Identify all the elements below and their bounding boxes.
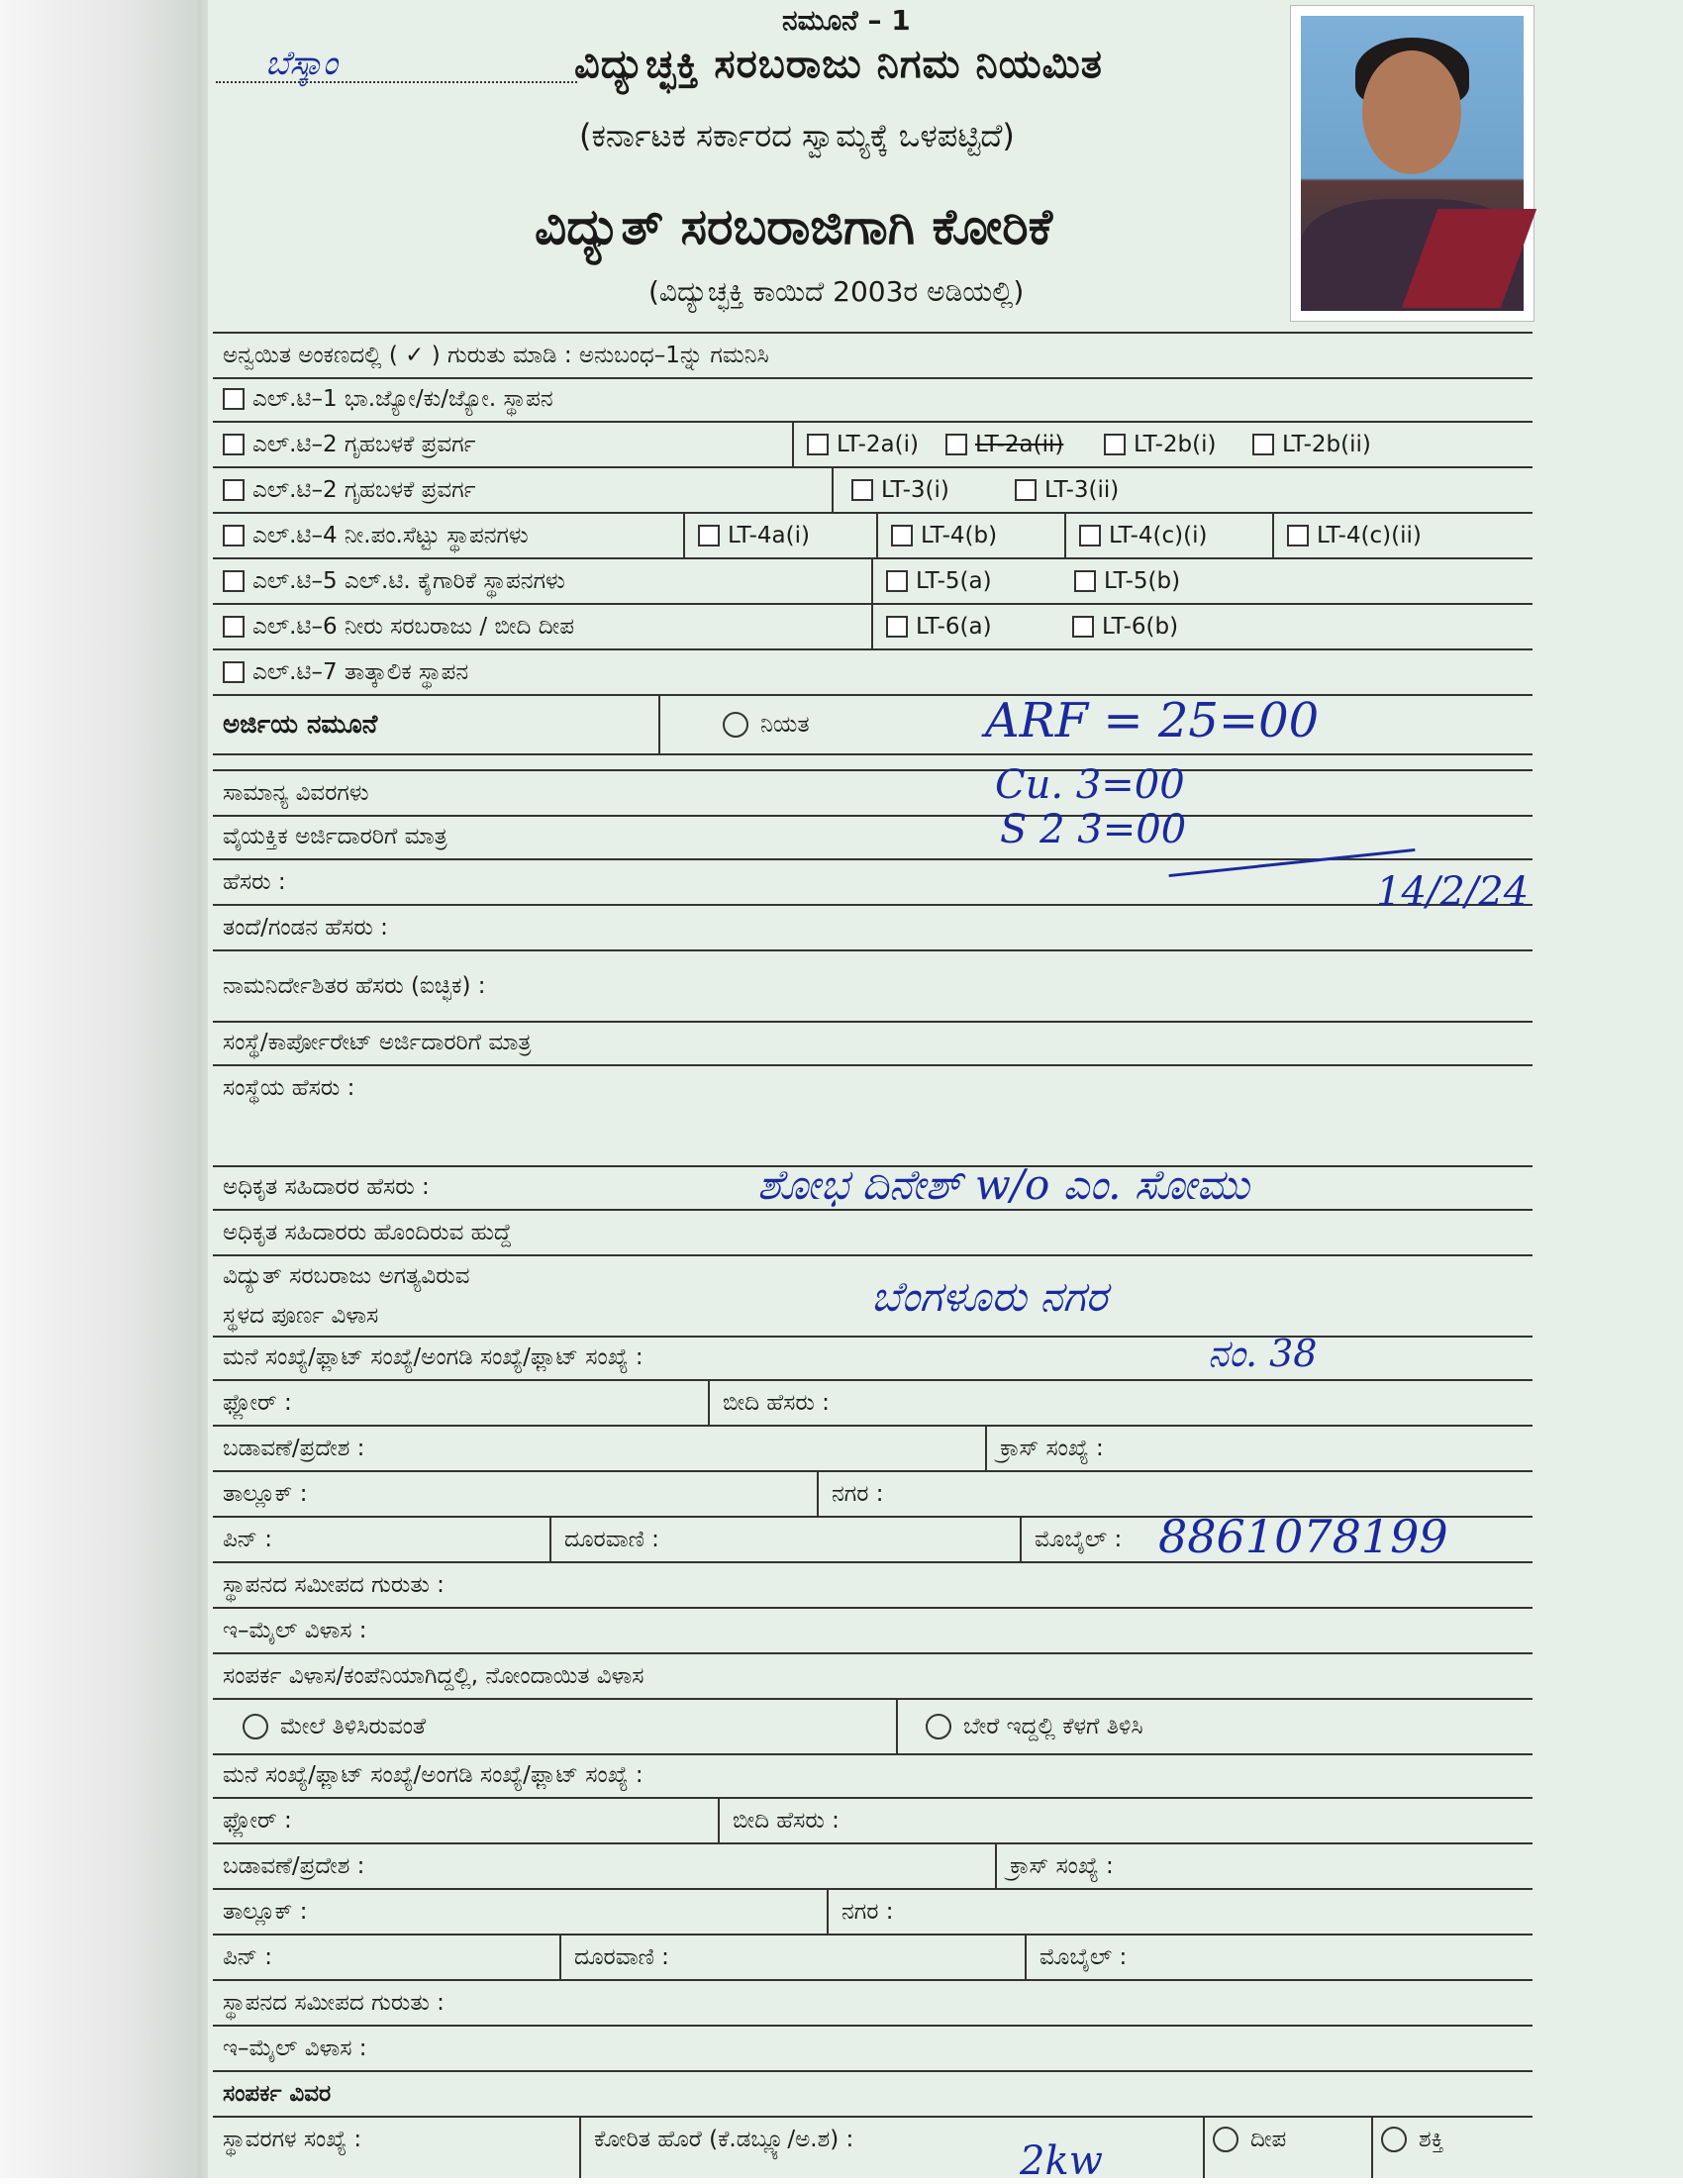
tariff-checkbox[interactable] <box>223 479 245 501</box>
tariff-label: ಎಲ್.ಟಿ–7 ತಾತ್ಕಾಲಿಕ ಸ್ಥಾಪನ <box>252 659 469 685</box>
option-label: LT-4a(i) <box>728 523 810 548</box>
pin-label: ಪಿನ್ : <box>223 1527 273 1552</box>
tariff-row <box>213 650 1533 696</box>
name-label: ಹೆಸರು : <box>223 869 286 895</box>
door-row <box>213 1336 1533 1381</box>
tariff-label: ಎಲ್.ಟಿ–2 ಗೃಹಬಳಕೆ ಪ್ರವರ್ಗ <box>252 477 476 503</box>
individual-row <box>213 815 1533 860</box>
power-radio[interactable] <box>1381 2127 1407 2152</box>
email-row <box>213 1609 1533 1654</box>
street-label-2: ಬೀದಿ ಹೆಸರು : <box>733 1808 840 1834</box>
option-checkbox[interactable] <box>851 479 873 501</box>
option-label: LT-6(b) <box>1102 614 1179 640</box>
option-label: LT-2b(i) <box>1134 432 1217 457</box>
city-label-2: ನಗರ : <box>842 1899 894 1925</box>
door-row-2 <box>213 1753 1533 1799</box>
option-checkbox[interactable] <box>698 525 720 546</box>
option-checkbox[interactable] <box>1072 616 1094 638</box>
option-checkbox[interactable] <box>1074 570 1096 592</box>
tariff-row <box>213 605 1533 650</box>
option-label: LT-2b(ii) <box>1282 432 1371 457</box>
hw-partner-name: ಶೋಭ ದಿನೇಶ್ w/o ಎಂ. ಸೋಮು <box>757 1160 1250 1209</box>
email-row-2 <box>213 2027 1533 2072</box>
tariff-checkbox[interactable] <box>223 570 245 592</box>
email-label: ಇ–ಮೈಲ್ ವಿಳಾಸ : <box>223 1618 367 1643</box>
hw-fee-1: ARF = 25=00 <box>985 693 1320 748</box>
supply-address-label-2: ಸ್ಥಳದ ಪೂರ್ಣ ವಿಳಾಸ <box>223 1303 379 1329</box>
option-checkbox[interactable] <box>886 616 908 638</box>
area-row <box>213 1427 1533 1472</box>
option-label: LT-4(c)(i) <box>1109 523 1208 548</box>
landmark-label: ಸ್ಥಾಪನದ ಸಮೀಪದ ಗುರುತು : <box>223 1572 445 1598</box>
father-label: ತಂದೆ/ಗಂಡನ ಹೆಸರು : <box>223 915 388 941</box>
taluk-row-2 <box>213 1890 1533 1936</box>
applicant-photo <box>1290 5 1534 322</box>
phone-label-2: ದೂರವಾಣಿ : <box>574 1944 669 1970</box>
floor-label-2: ಫ್ಲೋರ್ : <box>223 1808 292 1834</box>
landmark-row-2 <box>213 1981 1533 2027</box>
tariff-row <box>213 514 1533 559</box>
tariff-checkbox[interactable] <box>223 388 245 410</box>
org-name-label: ಸಂಸ್ಥೆಯ ಹೆಸರು : <box>223 1075 355 1101</box>
connection-row <box>213 2072 1533 2118</box>
supply-address-label-1: ವಿದ್ಯುತ್ ಸರಬರಾಜು ಅಗತ್ಯವಿರುವ <box>223 1263 470 1289</box>
hw-fee-3: S 2 3=00 <box>1000 807 1187 852</box>
service-row <box>213 2118 1533 2178</box>
tariff-checkbox[interactable] <box>223 616 245 638</box>
landmark-label-2: ಸ್ಥಾಪನದ ಸಮೀಪದ ಗುರುತು : <box>223 1990 445 2016</box>
option-checkbox[interactable] <box>886 570 908 592</box>
power-label: ಶಕ್ತಿ <box>1419 2127 1444 2152</box>
option-checkbox[interactable] <box>1079 525 1101 546</box>
father-row <box>213 906 1533 951</box>
option-checkbox[interactable] <box>1287 525 1309 546</box>
option-checkbox[interactable] <box>945 434 967 455</box>
tariff-row <box>213 468 1533 514</box>
section-general: ಸಾಮಾನ್ಯ ವಿವರಗಳು <box>223 780 369 806</box>
tariff-label: ಎಲ್.ಟಿ–1 ಭಾ.ಜ್ಯೋ/ಕು/ಜ್ಯೋ. ಸ್ಥಾಪನ <box>252 386 553 412</box>
partner-label: ಅಧಿಕೃತ ಸಹಿದಾರರ ಹೆಸರು : <box>223 1174 430 1200</box>
connection-label: ಸಂಪರ್ಕ ವಿವರ <box>223 2081 332 2107</box>
landmark-row <box>213 1563 1533 1609</box>
address-choice-row <box>213 1700 1533 1755</box>
email-label-2: ಇ–ಮೈಲ್ ವಿಳಾಸ : <box>223 2035 367 2061</box>
area-row-2 <box>213 1844 1533 1890</box>
instruction-text: ಅನ್ವಯಿತ ಅಂಕಣದಲ್ಲಿ ( ✓ ) ಗುರುತು ಮಾಡಿ : ಅನುಬಂಧ–1ನ್ನು ಗಮನಿಸಿ <box>223 343 769 368</box>
tariff-label: ಎಲ್.ಟಿ–6 ನೀರು ಸರಬರಾಜು / ಬೀದಿ ದೀಪ <box>252 614 574 640</box>
company-name: ವಿದ್ಯುಚ್ಛಕ್ತಿ ಸರಬರಾಜು ನಿಗಮ ನಿಯಮಿತ <box>574 42 1103 87</box>
section-individual: ವೈಯಕ್ತಿಕ ಅರ್ಜಿದಾರರಿಗೆ ಮಾತ್ರ <box>223 824 447 849</box>
other-address-radio[interactable] <box>926 1714 951 1739</box>
permanent-label: ನಿಯತ <box>760 712 810 738</box>
name-row <box>213 860 1533 906</box>
tariff-checkbox[interactable] <box>223 525 245 546</box>
option-checkbox[interactable] <box>1104 434 1126 455</box>
general-row <box>213 769 1533 817</box>
nominee-label: ನಾಮನಿರ್ದೇಶಿತರ ಹೆಸರು (ಐಚ್ಛಿಕ) : <box>223 973 486 999</box>
permanent-radio[interactable] <box>723 712 748 738</box>
application-type-row <box>213 696 1533 755</box>
light-label: ದೀಪ <box>1250 2127 1287 2152</box>
hw-address: ಬೆಂಗಳೂರು ನಗರ <box>871 1272 1108 1321</box>
section-corporate: ಸಂಸ್ಥೆ/ಕಾರ್ಪೋರೇಟ್ ಅರ್ಜಿದಾರರಿಗೆ ಮಾತ್ರ <box>223 1030 532 1055</box>
option-checkbox[interactable] <box>1252 434 1274 455</box>
form-number: ನಮೂನೆ – 1 <box>782 4 911 37</box>
cross-label-2: ಕ್ರಾಸ್ ಸಂಖ್ಯೆ : <box>1010 1853 1114 1879</box>
floor-label: ಫ್ಲೋರ್ : <box>223 1390 292 1416</box>
option-label: LT-2a(i) <box>837 432 919 457</box>
load-label: ಕೋರಿತ ಹೊರೆ (ಕೆ.ಡಬ್ಲ್ಯೂ/ಅ.ಶ) : <box>594 2127 854 2152</box>
service-no-label: ಸ್ಥಾವರಗಳ ಸಂಖ್ಯೆ : <box>223 2127 362 2152</box>
hw-fee-2: Cu. 3=00 <box>995 762 1185 808</box>
option-label: LT-4(c)(ii) <box>1317 523 1422 548</box>
designation-label: ಅಧಿಕೃತ ಸಹಿದಾರರು ಹೊಂದಿರುವ ಹುದ್ದೆ <box>223 1220 512 1245</box>
mobile-label: ಮೊಬೈಲ್ : <box>1035 1527 1123 1552</box>
cross-label: ಕ್ರಾಸ್ ಸಂಖ್ಯೆ : <box>1000 1436 1104 1461</box>
tariff-row <box>213 559 1533 605</box>
floor-row-2 <box>213 1799 1533 1844</box>
tariff-label: ಎಲ್.ಟಿ–4 ನೀ.ಪಂ.ಸೆಟ್ಟು ಸ್ಥಾಪನಗಳು <box>252 523 529 548</box>
org-name-row <box>213 1066 1533 1167</box>
hw-load: 2kw <box>1020 2138 1103 2184</box>
option-label: LT-3(ii) <box>1044 477 1120 503</box>
floor-row <box>213 1381 1533 1427</box>
nominee-row <box>213 951 1533 1023</box>
tariff-row <box>213 423 1533 468</box>
instruction-row <box>213 332 1533 379</box>
corporate-row <box>213 1021 1533 1066</box>
option-label: LT-4(b) <box>921 523 998 548</box>
door-label-2: ಮನೆ ಸಂಖ್ಯೆ/ಫ್ಲಾಟ್ ಸಂಖ್ಯೆ/ಅಂಗಡಿ ಸಂಖ್ಯೆ/ಫ್ಲಾಟ್ ಸಂಖ್ಯೆ : <box>223 1762 644 1788</box>
option-checkbox[interactable] <box>807 434 829 455</box>
area-label: ಬಡಾವಣೆ/ಪ್ರದೇಶ : <box>223 1436 365 1461</box>
option-checkbox[interactable] <box>1015 479 1037 501</box>
street-label: ಬೀದಿ ಹೆಸರು : <box>723 1390 830 1416</box>
other-address-label: ಬೇರೆ ಇದ್ದಲ್ಲಿ ಕೆಳಗೆ ತಿಳಿಸಿ <box>963 1714 1143 1739</box>
option-checkbox[interactable] <box>891 525 913 546</box>
same-address-radio[interactable] <box>243 1714 268 1739</box>
option-label: LT-3(i) <box>881 477 949 503</box>
comm-address-row <box>213 1654 1533 1700</box>
application-type-label: ಅರ್ಜಿಯ ನಮೂನೆ <box>223 709 378 740</box>
handwritten-prefix: ಬೆಸ್ಕಾಂ <box>265 44 338 83</box>
tariff-checkbox[interactable] <box>223 434 245 455</box>
book-binding <box>0 0 203 2178</box>
tariff-row <box>213 377 1533 423</box>
hw-date: 14/2/24 <box>1376 869 1530 915</box>
form-title: ವಿದ್ಯುತ್ ಸರಬರಾಜಿಗಾಗಿ ಕೋರಿಕೆ <box>535 198 1053 255</box>
tariff-label: ಎಲ್.ಟಿ–5 ಎಲ್.ಟಿ. ಕೈಗಾರಿಕೆ ಸ್ಥಾಪನಗಳು <box>252 568 565 594</box>
option-label: LT-5(a) <box>916 568 992 594</box>
hw-door: ನಂ. 38 <box>1208 1332 1318 1375</box>
ownership-note: (ಕರ್ನಾಟಕ ಸರ್ಕಾರದ ಸ್ವಾಮ್ಯಕ್ಕೆ ಒಳಪಟ್ಟಿದೆ) <box>579 117 1015 154</box>
pin-row-2 <box>213 1936 1533 1981</box>
pin-label-2: ಪಿನ್ : <box>223 1944 273 1970</box>
option-label: LT-5(b) <box>1104 568 1181 594</box>
hw-mobile: 8861078199 <box>1158 1510 1448 1563</box>
taluk-label-2: ತಾಲ್ಲೂಕ್ : <box>223 1899 308 1925</box>
tariff-label: ಎಲ್.ಟಿ–2 ಗೃಹಬಳಕೆ ಪ್ರವರ್ಗ <box>252 432 476 457</box>
same-address-label: ಮೇಲೆ ತಿಳಿಸಿರುವಂತೆ <box>280 1714 427 1739</box>
door-label: ಮನೆ ಸಂಖ್ಯೆ/ಫ್ಲಾಟ್ ಸಂಖ್ಯೆ/ಅಂಗಡಿ ಸಂಖ್ಯೆ/ಫ್ಲಾಟ್ ಸಂಖ್ಯೆ : <box>223 1344 644 1370</box>
taluk-label: ತಾಲ್ಲೂಕ್ : <box>223 1481 308 1507</box>
light-radio[interactable] <box>1213 2127 1238 2152</box>
mobile-label-2: ಮೊಬೈಲ್ : <box>1040 1944 1128 1970</box>
option-label: LT-2a(ii) <box>975 432 1064 457</box>
comm-address-label: ಸಂಪರ್ಕ ವಿಳಾಸ/ಕಂಪೆನಿಯಾಗಿದ್ದಲ್ಲಿ, ನೋಂದಾಯಿತ ವಿಳಾಸ <box>223 1663 644 1689</box>
phone-label: ದೂರವಾಣಿ : <box>564 1527 659 1552</box>
act-reference: (ವಿದ್ಯುಚ್ಛಕ್ತಿ ಕಾಯಿದೆ 2003ರ ಅಡಿಯಲ್ಲಿ) <box>648 275 1025 308</box>
designation-row <box>213 1211 1533 1256</box>
option-label: LT-6(a) <box>916 614 992 640</box>
city-label: ನಗರ : <box>832 1481 884 1507</box>
tariff-checkbox[interactable] <box>223 661 245 683</box>
area-label-2: ಬಡಾವಣೆ/ಪ್ರದೇಶ : <box>223 1853 365 1879</box>
handwritten-prefix-line <box>216 44 577 83</box>
